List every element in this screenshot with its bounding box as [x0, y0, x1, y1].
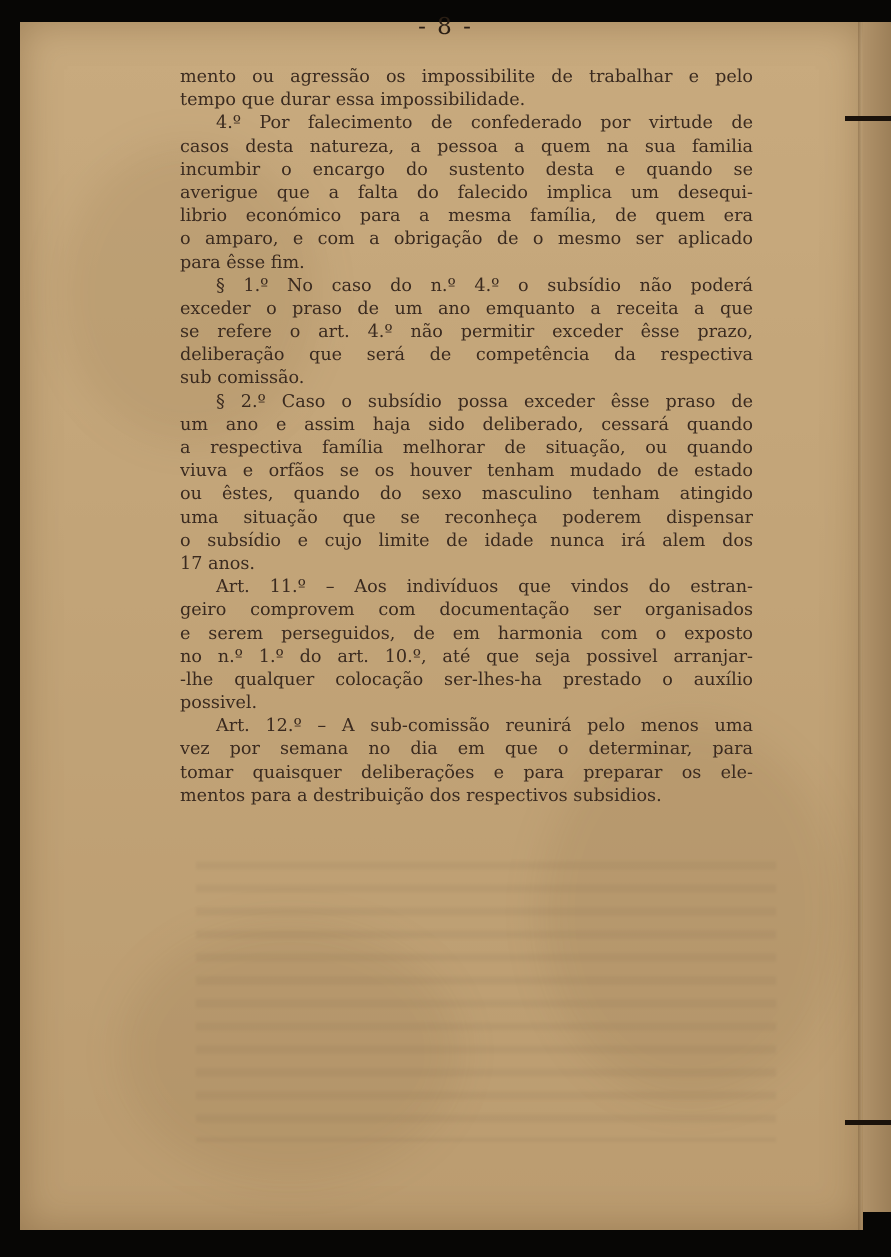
text-line: o subsídio e cujo limite de idade nunca irá alem dos — [180, 530, 753, 551]
text-line: 17 anos. — [180, 553, 256, 574]
text-line: a respectiva família melhorar de situação, ou quando — [180, 438, 753, 458]
binding-mark — [845, 116, 891, 121]
text-line: ou êstes, quando do sexo masculino tenham atingido — [180, 484, 753, 505]
text-line: § 1.º No caso do n.º 4.º o subsídio não poderá — [216, 275, 753, 296]
text-line: sub comissão. — [180, 368, 305, 389]
text-line: uma situação que se reconheça poderem dispensar — [180, 507, 753, 528]
text-line: -lhe qualquer colocação ser-lhes-ha prestado o auxílio — [180, 669, 753, 690]
text-line: para êsse fim. — [180, 252, 305, 273]
text-line: 4.º Por falecimento de confederado por virtude de — [216, 113, 753, 134]
text-line: e serem perseguidos, de em harmonia com o exposto — [180, 623, 753, 644]
text-line: geiro comprovem com documentação ser organisados — [180, 600, 753, 621]
binding-mark — [845, 1120, 891, 1125]
text-line: librio económico para a mesma família, de quem era — [180, 206, 753, 227]
text-line: mentos para a destribuição dos respectivos subsidios. — [180, 785, 662, 806]
page-fold — [858, 22, 862, 1230]
text-line: mento ou agressão os impossibilite de trabalhar e pelo — [180, 67, 753, 87]
page-number: - 8 - — [418, 14, 473, 40]
text-line: possivel. — [180, 693, 258, 714]
text-line: averigue que a falta do falecido implica um desequi- — [180, 182, 753, 203]
text-line: § 2.º Caso o subsídio possa exceder êsse praso de — [216, 391, 753, 412]
text-line: exceder o praso de um ano emquanto a receita a que — [180, 298, 753, 319]
text-line: tomar quaisquer deliberações e para preparar os ele- — [180, 762, 753, 783]
text-line: deliberação que será de competência da respectiva — [180, 345, 753, 366]
text-line: vez por semana no dia em que o determinar, para — [180, 739, 753, 760]
text-line: Art. 11.º – Aos indivíduos que vindos do estran- — [216, 577, 753, 598]
show-through-text — [196, 852, 776, 1142]
adjacent-page-edge — [863, 22, 891, 1212]
text-line: no n.º 1.º do art. 10.º, até que seja possivel arranjar- — [180, 646, 753, 667]
text-line: casos desta natureza, a pessoa a quem na sua familia — [180, 136, 753, 157]
text-line: se refere o art. 4.º não permitir exceder êsse prazo, — [180, 322, 753, 343]
text-line: tempo que durar essa impossibilidade. — [180, 90, 526, 111]
text-line: Art. 12.º – A sub-comissão reunirá pelo menos uma — [216, 716, 753, 737]
text-line: o amparo, e com a obrigação de o mesmo ser aplicado — [180, 229, 753, 250]
body-text — [180, 66, 753, 808]
text-line: viuva e orfãos se os houver tenham mudado de estado — [180, 461, 753, 482]
text-line: um ano e assim haja sido deliberado, cessará quando — [180, 414, 753, 435]
text-line: incumbir o encargo do sustento desta e quando se — [180, 159, 753, 180]
